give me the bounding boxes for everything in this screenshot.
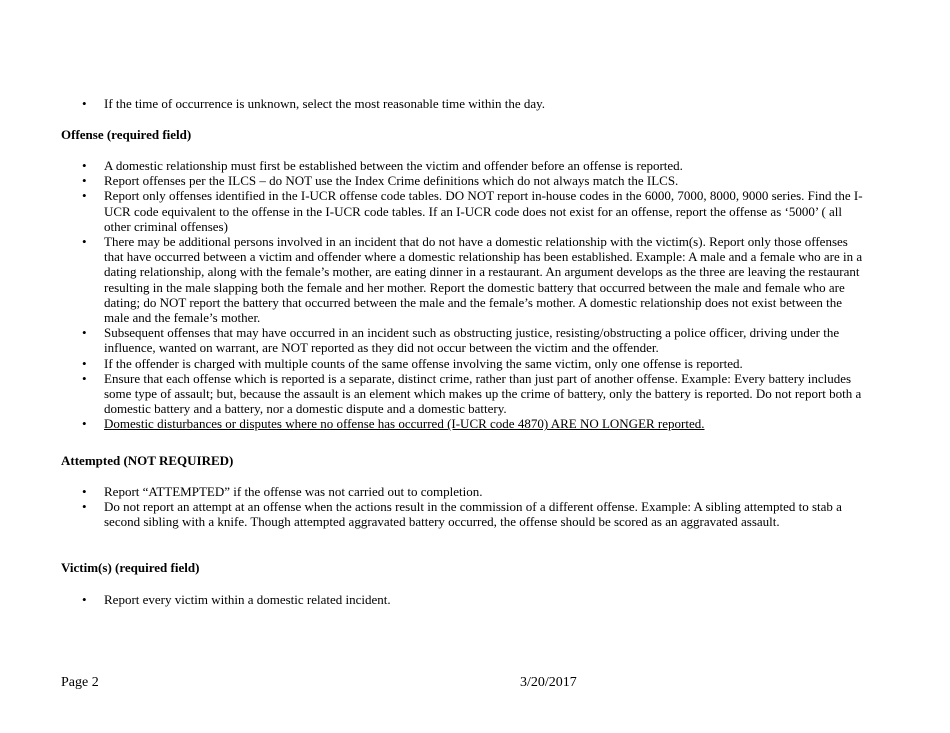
list-item: • Ensure that each offense which is reported is a separate, distinct crime, rather than just part of another offense. Example: Every battery includes some type of assault; but, because the assault is an element which makes up the crime of battery, only the battery is reported. Do not report both a domestic battery and a battery, nor a domestic dispute and a domestic battery. <box>104 371 866 417</box>
list-item: • There may be additional persons involved in an incident that do not have a domestic relationship with the victim(s). Report only those offenses that have occurred between a victim and offender where a domestic relationship has been established. Example: A male and a female who are in a dating relationship, along with the female’s mother, are eating dinner in a restaurant. An argument develops as the three are leaving the restaurant resulting in the male slapping both the female and her mother. Report the domestic battery that occurred between the male and female who are dating; do NOT report the battery that occurred between the male and the female’s mother. A domestic relationship does not exist between the male and the female’s mother. <box>104 234 866 325</box>
list-item: • Report every victim within a domestic related incident. <box>104 592 866 607</box>
list-item: • Domestic disturbances or disputes where no offense has occurred (I-UCR code 4870) ARE NO LONGER reported. <box>104 416 866 431</box>
attempted-list <box>104 484 866 530</box>
list-item: • Report only offenses identified in the I-UCR offense code tables. DO NOT report in-house codes in the 6000, 7000, 8000, 9000 series. Find the I-UCR code equivalent to the offense in the I-UCR code tables. If an I-UCR code does not exist for an offense, report the offense as ‘5000’ ( all other criminal offenses) <box>104 188 866 234</box>
intro-list <box>104 96 866 111</box>
offense-list <box>104 158 866 432</box>
victims-heading: Victim(s) (required field) <box>61 560 200 575</box>
victims-list <box>104 592 866 607</box>
list-item: • If the offender is charged with multiple counts of the same offense involving the same victim, only one offense is reported. <box>104 356 866 371</box>
list-item: • Do not report an attempt at an offense when the actions result in the commission of a different offense. Example: A sibling attempted to stab a second sibling with a knife. Though attempted aggravated battery occurred, the offense should be scored as an aggravated assault. <box>104 499 866 529</box>
attempted-heading: Attempted (NOT REQUIRED) <box>61 453 234 468</box>
list-item: • If the time of occurrence is unknown, select the most reasonable time within the day. <box>104 96 866 111</box>
list-item: • Report “ATTEMPTED” if the offense was not carried out to completion. <box>104 484 866 499</box>
offense-heading: Offense (required field) <box>61 127 192 142</box>
footer-date: 3/20/2017 <box>520 675 577 690</box>
page-number: Page 2 <box>61 675 99 690</box>
list-item: • Report offenses per the ILCS – do NOT use the Index Crime definitions which do not always match the ILCS. <box>104 173 866 188</box>
list-item: • A domestic relationship must first be established between the victim and offender before an offense is reported. <box>104 158 866 173</box>
list-item: • Subsequent offenses that may have occurred in an incident such as obstructing justice, resisting/obstructing a police officer, driving under the influence, wanted on warrant, are NOT reported as they did not occur between the victim and the offender. <box>104 325 866 355</box>
